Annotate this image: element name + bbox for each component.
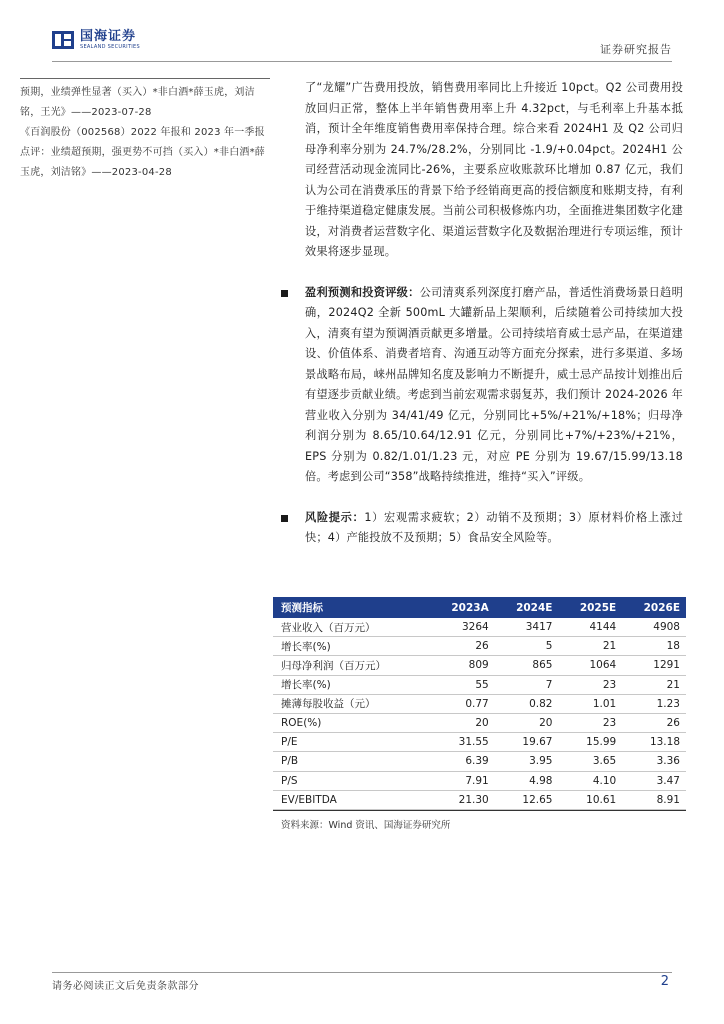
row-label: ROE(%) bbox=[273, 713, 430, 732]
cell-value: 0.77 bbox=[430, 694, 495, 713]
report-type-label: 证券研究报告 bbox=[600, 43, 672, 56]
cell-value: 3264 bbox=[430, 618, 495, 637]
cell-value: 15.99 bbox=[558, 733, 622, 752]
cell-value: 10.61 bbox=[558, 790, 622, 809]
risk-section bbox=[305, 508, 683, 549]
cell-value: 7.91 bbox=[430, 771, 495, 790]
cell-value: 3417 bbox=[495, 618, 559, 637]
cell-value: 1.01 bbox=[558, 694, 622, 713]
table-row bbox=[273, 618, 686, 637]
table-row bbox=[273, 713, 686, 732]
cell-value: 3.65 bbox=[558, 752, 622, 771]
table-row bbox=[273, 771, 686, 790]
risk-heading: 风险提示： bbox=[305, 510, 365, 524]
analysis-paragraph: 了“龙耀”广告费用投放，销售费用率同比上升接近 10pct。Q2 公司费用投放回归正常，整体上半年销售费用率上升 4.32pct，与毛利率上升基本抵消，预计全年维度销售费用率保持合理。综合来看 2024H1 及 Q2 公司归母净利率分别为 24.7%/28.2%，分别同比 -1.9/+0.04pct。2024H1 公司经营活动现金流同比-26%，主要系应收账款环比增加 0.87 亿元，我们认为公司在消费承压的背景下给予经销商更高的授信额度和账期支持，有利于维持渠道稳定健康发展。当前公司积极修炼内功，全面推进集团数字化建设，对消费者运营数字化、渠道运营数字化及数据治理进行专项运维，预计效果将逐步显现。 bbox=[305, 81, 683, 258]
cell-value: 20 bbox=[430, 713, 495, 732]
row-label: EV/EBITDA bbox=[273, 790, 430, 809]
row-label: P/E bbox=[273, 733, 430, 752]
related-report-item: 《百润股份（002568）2022 年报和 2023 年一季报点评：业绩超预期，强更势不可挡（买入）*非白酒*薛玉虎，刘洁铭》——2023-04-28 bbox=[20, 127, 265, 178]
cell-value: 7 bbox=[495, 675, 559, 694]
bullet-square-icon bbox=[281, 290, 288, 297]
table-row bbox=[273, 790, 686, 809]
sealand-logo-icon bbox=[52, 31, 74, 49]
row-label: 摊薄每股收益（元） bbox=[273, 694, 430, 713]
table-row bbox=[273, 637, 686, 656]
cell-value: 8.91 bbox=[622, 790, 686, 809]
header-2023a: 2023A bbox=[451, 601, 489, 614]
cell-value: 5 bbox=[495, 637, 559, 656]
table-row bbox=[273, 733, 686, 752]
page-number: 2 bbox=[660, 974, 669, 989]
cell-value: 20 bbox=[495, 713, 559, 732]
row-label: 增长率(%) bbox=[273, 637, 430, 656]
cell-value: 4.98 bbox=[495, 771, 559, 790]
forecast-table-container bbox=[273, 597, 686, 831]
row-label: 归母净利润（百万元） bbox=[273, 656, 430, 675]
cell-value: 3.36 bbox=[622, 752, 686, 771]
bullet-square-icon bbox=[281, 515, 288, 522]
risk-text: 1）宏观需求疲软；2）动销不及预期；3）原材料价格上涨过快；4）产能投放不及预期；5）食品安全风险等。 bbox=[305, 510, 683, 544]
cell-value: 55 bbox=[430, 675, 495, 694]
company-logo bbox=[52, 30, 140, 50]
footer-divider bbox=[52, 972, 672, 973]
cell-value: 18 bbox=[622, 637, 686, 656]
table-bottom-rule bbox=[273, 810, 686, 811]
header-2026e: 2026E bbox=[643, 601, 680, 614]
row-label: P/S bbox=[273, 771, 430, 790]
row-label: 营业收入（百万元） bbox=[273, 618, 430, 637]
forecast-table bbox=[273, 597, 686, 810]
cell-value: 21.30 bbox=[430, 790, 495, 809]
cell-value: 6.39 bbox=[430, 752, 495, 771]
related-report-item: 预期，业绩弹性显著（买入）*非白酒*薛玉虎，刘洁铭，王光》——2023-07-28 bbox=[20, 87, 255, 118]
cell-value: 31.55 bbox=[430, 733, 495, 752]
header-indicator: 预测指标 bbox=[281, 602, 323, 614]
cell-value: 12.65 bbox=[495, 790, 559, 809]
forecast-section bbox=[305, 283, 683, 488]
cell-value: 23 bbox=[558, 713, 622, 732]
forecast-heading: 盈利预测和投资评级： bbox=[305, 285, 420, 299]
table-row bbox=[273, 675, 686, 694]
cell-value: 809 bbox=[430, 656, 495, 675]
header-2024e: 2024E bbox=[516, 601, 553, 614]
cell-value: 21 bbox=[558, 637, 622, 656]
cell-value: 3.95 bbox=[495, 752, 559, 771]
related-reports bbox=[20, 78, 270, 183]
table-source-note: 资料来源：Wind 资讯、国海证券研究所 bbox=[281, 819, 451, 831]
header-2025e: 2025E bbox=[579, 601, 617, 614]
cell-value: 3.47 bbox=[622, 771, 686, 790]
table-row bbox=[273, 656, 686, 675]
cell-value: 0.82 bbox=[495, 694, 559, 713]
cell-value: 19.67 bbox=[495, 733, 559, 752]
related-reports-divider bbox=[20, 78, 270, 79]
main-content bbox=[305, 78, 683, 549]
cell-value: 1.23 bbox=[622, 694, 686, 713]
cell-value: 1064 bbox=[558, 656, 622, 675]
disclaimer-note: 请务必阅读正文后免责条款部分 bbox=[52, 981, 199, 992]
cell-value: 26 bbox=[430, 637, 495, 656]
forecast-text: 公司清爽系列深度打磨产品，普适性消费场景日趋明确，2024Q2 全新 500mL 大罐新品上架顺利，后续随着公司持续加大投入，清爽有望为预调酒贡献更多增量。公司持续培育威士忌产品，在渠道建设、价值体系、消费者培育、沟通互动等方面充分探索，进行多渠道、多场景战略布局，崃州品牌知名度及影响力不断提升，威士忌产品按计划推出后有望逐步贡献业绩。考虑到当前宏观需求弱复苏，我们预计 2024-2026 年营业收入分别为 34/41/49 亿元，分别同比+5%/+21%/+18%；归母净利润分别为 8.65/10.64/12.91 亿元，分别同比+7%/+23%/+21%，EPS 分别为 0.82/1.01/1.23 元，对应 PE 分别为 19.67/15.99/13.18 倍。考虑到公司“358”战略持续推进，维持“买入”评级。 bbox=[305, 285, 683, 483]
cell-value: 4.10 bbox=[558, 771, 622, 790]
logo-chinese-name: 国海证券 bbox=[80, 29, 137, 44]
cell-value: 865 bbox=[495, 656, 559, 675]
header-divider bbox=[52, 61, 672, 62]
cell-value: 13.18 bbox=[622, 733, 686, 752]
row-label: 增长率(%) bbox=[273, 675, 430, 694]
cell-value: 21 bbox=[622, 675, 686, 694]
page-header bbox=[0, 0, 724, 64]
table-header-row bbox=[273, 597, 686, 618]
row-label: P/B bbox=[273, 752, 430, 771]
cell-value: 26 bbox=[622, 713, 686, 732]
cell-value: 4144 bbox=[558, 618, 622, 637]
cell-value: 4908 bbox=[622, 618, 686, 637]
cell-value: 1291 bbox=[622, 656, 686, 675]
table-row bbox=[273, 694, 686, 713]
logo-english-name: SEALAND SECURITIES bbox=[80, 44, 140, 50]
table-row bbox=[273, 752, 686, 771]
cell-value: 23 bbox=[558, 675, 622, 694]
